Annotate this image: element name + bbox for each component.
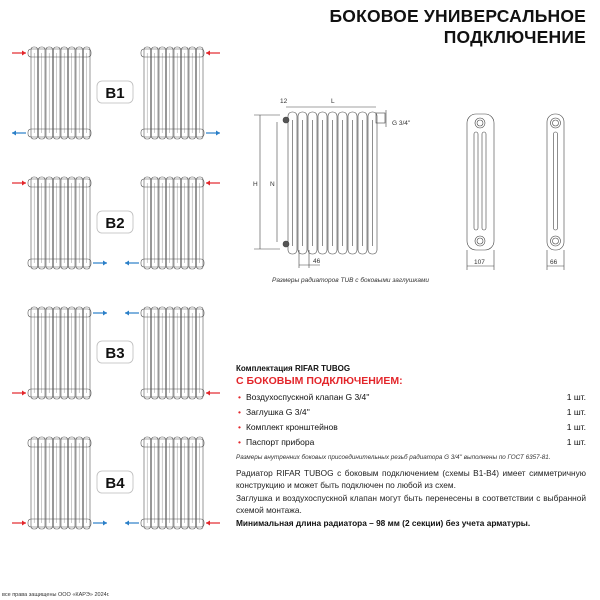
connection-schemes — [0, 0, 240, 560]
kit-item-qty: 1 шт. — [566, 437, 586, 447]
kit-item-name: Комплект кронштейнов — [245, 422, 338, 432]
kit-item — [236, 437, 586, 447]
bullet-icon: • — [238, 422, 241, 432]
kit-item-qty: 1 шт. — [566, 392, 586, 402]
bullet-icon: • — [238, 437, 241, 447]
scheme-b3 — [12, 307, 220, 399]
page-title: БОКОВОЕ УНИВЕРСАЛЬНОЕ ПОДКЛЮЧЕНИЕ — [329, 6, 586, 47]
dim-N: N — [270, 181, 275, 188]
kit-item — [236, 407, 586, 417]
side-view-3-column — [467, 114, 494, 270]
dim-46: 46 — [313, 258, 321, 265]
scheme-b1 — [12, 47, 220, 139]
scheme-label: B3 — [105, 345, 125, 362]
dim-107: 107 — [474, 259, 485, 266]
scheme-label: B4 — [105, 475, 125, 492]
kit-item-name: Воздухоспускной клапан G 3/4'' — [245, 392, 370, 402]
bullet-icon: • — [238, 407, 241, 417]
kit-section — [236, 364, 586, 461]
kit-item-name: Паспорт прибора — [245, 437, 315, 447]
description-p2: Заглушка и воздухоспускной клапан могут быть перенесены в соответствии с выбранной схемой монтажа. — [236, 492, 586, 516]
copyright: все права защищены ООО «КАРЭ» 2024г. — [2, 592, 110, 598]
dim-L: L — [331, 98, 335, 105]
kit-item-name: Заглушка G 3/4'' — [245, 407, 310, 417]
dim-12: 12 — [280, 98, 288, 105]
scheme-label: B1 — [105, 85, 125, 102]
kit-item-qty: 1 шт. — [566, 407, 586, 417]
dim-H: H — [253, 181, 258, 188]
description-p1: Радиатор RIFAR TUBOG с боковым подключением (схемы B1-B4) имеет симметричную конструкцию и может быть подключен по любой из схем. — [236, 468, 586, 491]
bullet-icon: • — [238, 392, 241, 402]
drawing-caption: Размеры радиаторов TUB с боковыми заглушками — [272, 277, 430, 284]
description-min-length: Минимальная длина радиатора – 98 мм (2 секции) без учета арматуры. — [236, 517, 531, 528]
side-view-2-column — [547, 114, 564, 270]
kit-item — [236, 392, 586, 402]
dim-thread: G 3/4'' — [392, 120, 411, 127]
kit-heading: Комплектация RIFAR TUBOG — [236, 364, 351, 373]
dimension-drawing — [250, 90, 600, 275]
kit-item-qty: 1 шт. — [566, 422, 586, 432]
dim-66: 66 — [550, 259, 558, 266]
kit-subheading: С БОКОВЫМ ПОДКЛЮЧЕНИЕМ: — [236, 375, 403, 387]
scheme-label: B2 — [105, 215, 125, 232]
kit-note: Размеры внутренних боковых присоединительных резьб радиатора G 3/4'' выполнены по ГОСТ 6357-81. — [236, 454, 551, 461]
kit-item — [236, 422, 586, 432]
description — [236, 467, 586, 529]
scheme-b2 — [12, 177, 220, 269]
scheme-b4 — [12, 437, 220, 529]
